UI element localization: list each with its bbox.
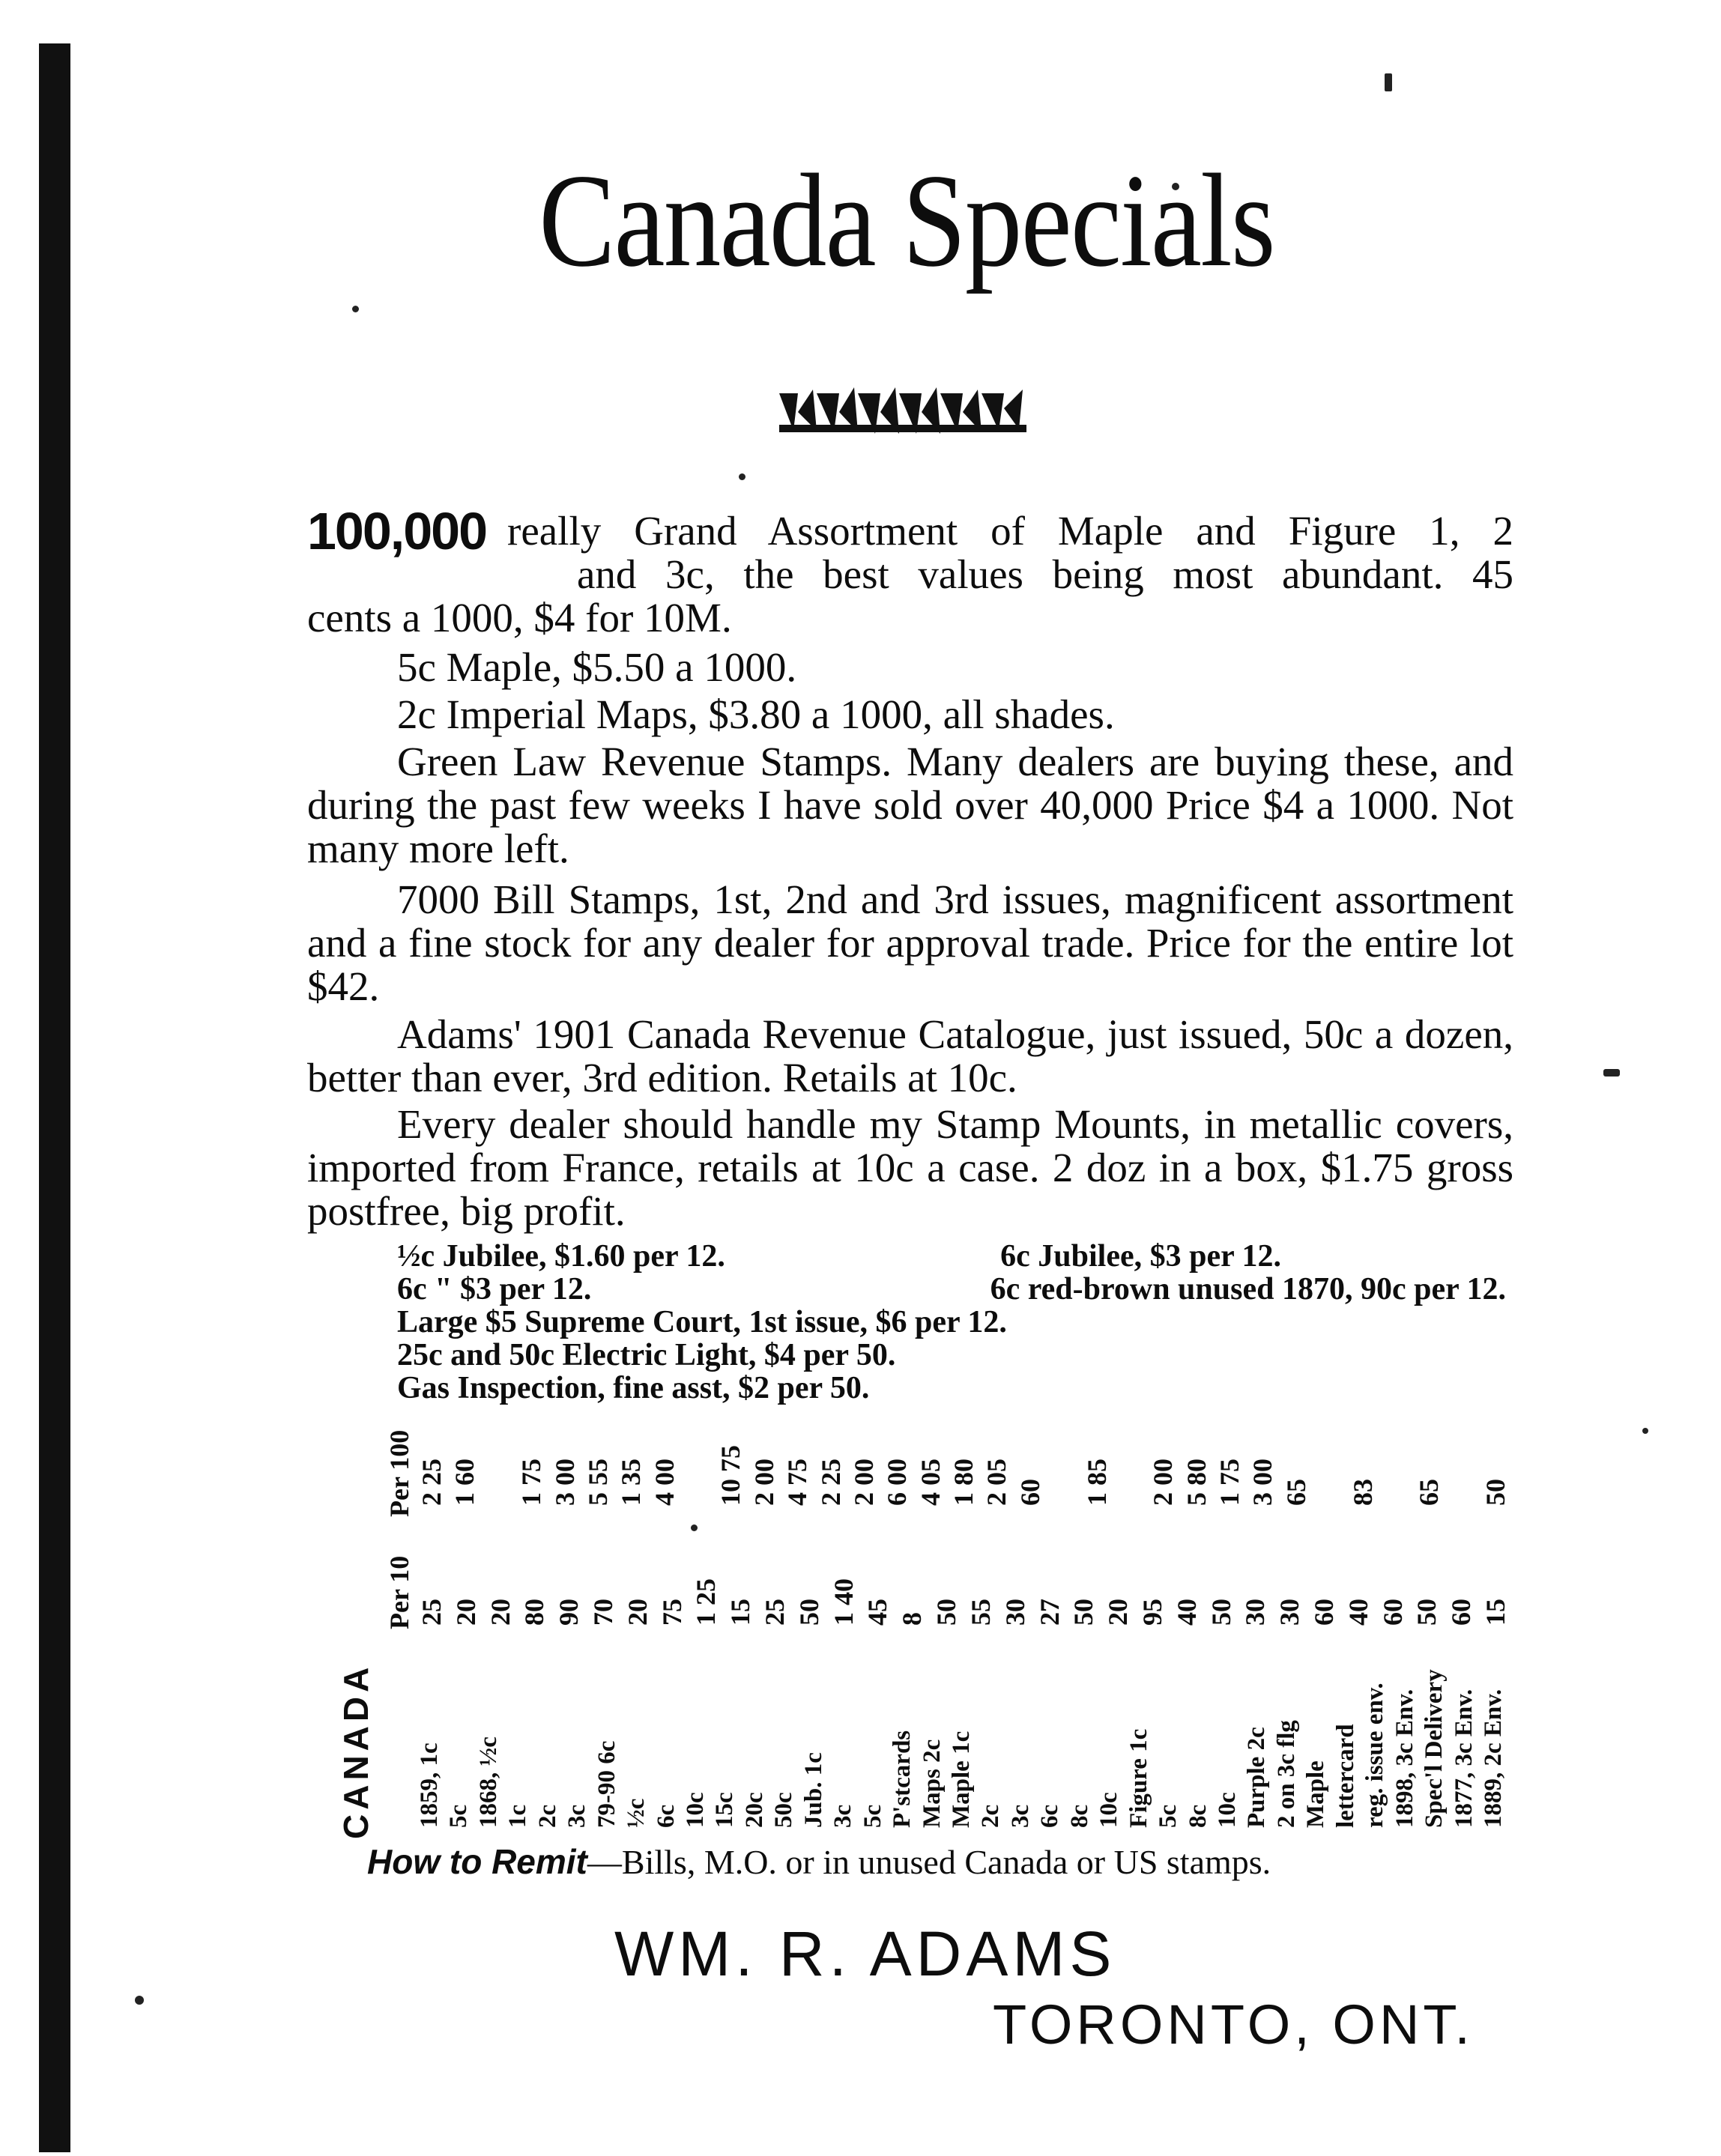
stamp-name: 3c (829, 1804, 857, 1828)
per10-price: 80 (519, 1599, 550, 1626)
stamp-name: 3c (1006, 1804, 1034, 1828)
per10-price: 70 (588, 1599, 619, 1626)
per10-price: 20 (485, 1599, 515, 1626)
stamp-name: 79-90 6c (593, 1740, 620, 1828)
per10-price: 20 (622, 1599, 653, 1626)
per10-price: 30 (1240, 1599, 1271, 1626)
offer-item: Large $5 Supreme Court, 1st issue, $6 per 12. (397, 1305, 1007, 1339)
per100-price: 4 05 (915, 1459, 946, 1506)
per10-price: 1 25 (691, 1578, 722, 1626)
page-title: Canada Specials (539, 146, 1274, 294)
stamp-name: 1859, 1c (416, 1742, 443, 1828)
stamp-name: 1877, 3c Env. (1450, 1689, 1477, 1828)
per100-price: 50 (1480, 1479, 1510, 1506)
per10-price: 1 40 (828, 1578, 859, 1626)
per100-price: 60 (1014, 1479, 1045, 1506)
per10-price: 50 (931, 1599, 962, 1626)
speck (739, 473, 745, 480)
stamp-name: 1889, 2c Env. (1480, 1689, 1507, 1828)
per100-price: 2 00 (848, 1459, 879, 1506)
stamp-name: Spec'l Delivery (1421, 1669, 1448, 1828)
per10-price: 15 (725, 1599, 756, 1626)
per10-price: 8 (897, 1612, 928, 1626)
stamp-name: Maps 2c (918, 1739, 946, 1828)
per100-price: 6 00 (882, 1459, 913, 1506)
per10-price: 20 (450, 1599, 481, 1626)
per10-price: 60 (1308, 1599, 1339, 1626)
stamp-name: 2 on 3c flg (1272, 1720, 1300, 1828)
stamp-name: 2c (533, 1804, 561, 1828)
advertiser-city: TORONTO, ONT. (993, 1993, 1474, 2056)
stamp-name: ½c (623, 1798, 650, 1828)
per100-price: 10 75 (716, 1445, 746, 1506)
remit-text: —Bills, M.O. or in unused Canada or US stamps. (587, 1843, 1271, 1881)
per100-price: 2 00 (1148, 1459, 1179, 1506)
offer-item: 6c Jubilee, $3 per 12. (1000, 1239, 1281, 1274)
per100-price: 5 80 (1181, 1459, 1212, 1506)
per10-price: 40 (1343, 1599, 1373, 1626)
paragraph-law-revenue: Green Law Revenue Stamps. Many dealers are buying these, and during the past few weeks I have sold over 40,000 Price $4 a 1000. Not many more left. (307, 739, 1513, 871)
stamp-name: reg. issue env. (1361, 1683, 1389, 1828)
assortment-line-2: and 3c, the best values being most abundant. 45 (577, 551, 1513, 597)
per100-price: 1 75 (516, 1459, 547, 1506)
per10-price: 50 (1412, 1599, 1442, 1626)
stamp-name: 2c (977, 1804, 1005, 1828)
stamp-name: lettercard (1331, 1724, 1359, 1828)
per100-header: Per 100 (384, 1429, 414, 1517)
quantity-number: 100,000 (307, 502, 487, 560)
per10-price: 75 (656, 1599, 687, 1626)
per100-price: 65 (1414, 1479, 1445, 1506)
speck (691, 1524, 698, 1531)
offers-list (397, 1240, 1506, 1405)
per10-price: 95 (1137, 1599, 1167, 1626)
paragraph-assortment (307, 502, 1513, 641)
paragraph-bill-stamps: 7000 Bill Stamps, 1st, 2nd and 3rd issues, magnificent assortment and a fine stock for any dealer for approval trade. Price for the entire lot $42. (307, 876, 1513, 1009)
ornament-divider (775, 378, 1045, 446)
per10-price: 15 (1480, 1599, 1510, 1626)
per10-price: 20 (1103, 1599, 1134, 1626)
stamp-name: Figure 1c (1125, 1728, 1152, 1828)
per100-price: 2 05 (982, 1459, 1012, 1506)
per100-price: 83 (1347, 1479, 1378, 1506)
offer-item: Gas Inspection, fine asst, $2 per 50. (397, 1371, 870, 1405)
per10-price: 30 (1274, 1599, 1305, 1626)
offer-row (397, 1273, 1506, 1306)
per10-price: 60 (1377, 1599, 1408, 1626)
per10-price: 55 (965, 1599, 996, 1626)
per100-price: 1 85 (1081, 1459, 1112, 1506)
per10-price: 25 (417, 1599, 447, 1626)
per100-price: 1 80 (949, 1459, 979, 1506)
stamp-name: 8c (1184, 1804, 1212, 1828)
offer-item: 6c " $3 per 12. (397, 1272, 592, 1306)
table-canada-label: CANADA (336, 1662, 375, 1839)
per100-price: 5 55 (582, 1459, 613, 1506)
offer-row (397, 1240, 1506, 1273)
paragraph-stamp-mounts: Every dealer should handle my Stamp Mounts, in metallic covers, imported from France, retails at 10c a case. 2 doz in a box, $1.75 gross postfree, big profit. (307, 1101, 1513, 1234)
per10-price: 50 (793, 1599, 824, 1626)
stamp-name: Jub. 1c (799, 1752, 827, 1828)
per100-price: 3 00 (1247, 1459, 1278, 1506)
per10-price: 60 (1446, 1599, 1477, 1626)
paragraph-imperial-maps: 2c Imperial Maps, $3.80 a 1000, all shades. (397, 691, 1115, 737)
per10-price: 50 (1068, 1599, 1099, 1626)
stamp-name: 15c (711, 1792, 739, 1828)
speck (1603, 1069, 1620, 1077)
stamp-name: Maple 1c (948, 1730, 975, 1828)
stamp-name: 3c (563, 1804, 591, 1828)
per10-price: 25 (760, 1599, 790, 1626)
speck (1385, 73, 1392, 91)
per10-price: 45 (862, 1599, 893, 1626)
per100-price: 4 00 (649, 1459, 680, 1506)
per10-price: 27 (1034, 1599, 1065, 1626)
stamp-name: 5c (445, 1804, 473, 1828)
stamp-name: 1c (504, 1804, 532, 1828)
stamp-name: 6c (1036, 1804, 1064, 1828)
speck (352, 306, 359, 312)
stamp-name: 50c (770, 1792, 798, 1828)
assortment-line-3: cents a 1000, $4 for 10M. (307, 595, 732, 641)
per10-price: 50 (1206, 1599, 1236, 1626)
per100-price: 2 00 (748, 1459, 779, 1506)
remit-line (367, 1843, 1271, 1881)
speck (135, 1996, 144, 2005)
per10-price: 90 (554, 1599, 584, 1626)
stamp-name: 6c (652, 1804, 680, 1828)
per10-price: 40 (1171, 1599, 1202, 1626)
advertiser-name: WM. R. ADAMS (614, 1919, 1116, 1989)
offer-item: 25c and 50c Electric Light, $4 per 50. (397, 1338, 896, 1372)
stamp-name: Maple (1302, 1760, 1330, 1828)
per100-price: 1 35 (616, 1459, 647, 1506)
stamp-name: 10c (1095, 1792, 1123, 1828)
stamp-name: 10c (682, 1792, 709, 1828)
assortment-line-1: really Grand Assortment of Maple and Figure 1, 2 (507, 508, 1513, 554)
per10-price: 30 (999, 1599, 1030, 1626)
per100-price: 3 00 (549, 1459, 580, 1506)
remit-label: How to Remit (367, 1842, 587, 1881)
stamp-name: 1868, ½c (474, 1736, 502, 1828)
per10-header: Per 10 (384, 1555, 414, 1629)
left-margin-rule (39, 43, 70, 2152)
offer-item: ½c Jubilee, $1.60 per 12. (397, 1239, 725, 1274)
per100-price: 1 75 (1215, 1459, 1244, 1506)
per100-price: 4 75 (782, 1459, 813, 1506)
stamp-name: 20c (740, 1792, 768, 1828)
per100-price: 2 25 (815, 1459, 846, 1506)
paragraph-maple: 5c Maple, $5.50 a 1000. (397, 644, 797, 690)
stamp-name: 1898, 3c Env. (1391, 1689, 1418, 1828)
paragraph-catalogue: Adams' 1901 Canada Revenue Catalogue, just issued, 50c a dozen, better than ever, 3rd edition. Retails at 10c. (307, 1011, 1513, 1100)
stamp-name: P'stcards (889, 1730, 916, 1828)
per100-price: 65 (1280, 1479, 1311, 1506)
stamp-name: 5c (1155, 1804, 1182, 1828)
per100-price: 2 25 (417, 1459, 447, 1506)
speck (1642, 1428, 1648, 1434)
per100-price: 1 60 (450, 1459, 480, 1506)
stamp-name: 8c (1065, 1804, 1093, 1828)
stamp-name: Purple 2c (1243, 1727, 1271, 1828)
offer-item: 6c red-brown unused 1870, 90c per 12. (990, 1272, 1506, 1306)
stamp-name: 5c (859, 1804, 886, 1828)
stamp-name: 10c (1214, 1792, 1241, 1828)
